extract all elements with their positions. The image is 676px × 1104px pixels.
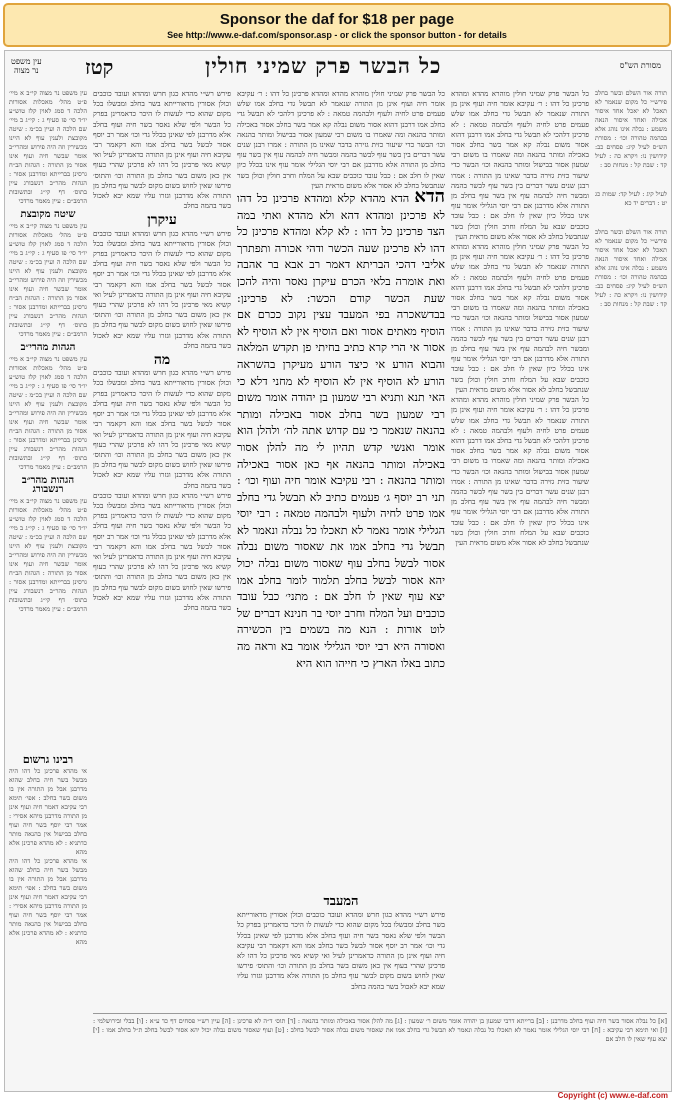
tosafot-text-2: פירש רש״י מהדא כגון חרש ומהדא ועובד כוכבים וכולן אסורין מדאורייתא בשר בחלב ומבשלו בכל מקום שהוא כדי לעשות לו היכר כדאמרינן בפרק כל הבשר ולפי שלא נאסר בשר חיה ועוף בחלב אלא מדרבנן לפי שאינן בכלל גדי וכו׳ אמר רב יוסף אסור לבשל בשר בחלב אמו והא דקאמר רבי עקיבא חיה ועוף אינן מן התורה כדאמרינן לעיל ואי קשיא מאי פרכינן כל דהו לא פרכינן שהרי בעוף אין כאן משום בשר בחלב מן התורה וכו׳ והתוס׳ פירשו שאין לחוש בשום מקום לבשר עוף בחלב מן התורה אלא מדרבנן וגזרו עליו שמא יבא לאכול בשר בהמה בחלב xyxy=(93,228,231,350)
tosafot-heading-2: מה xyxy=(153,352,171,369)
outer-right-text: תורה אור השלם ובשר בחלב פירש״י כל מקום שנאמר לא תאכל לא יאכל אחד איסור אכילה ואחד איסור הנאה משמע : נבלה אינו נוהג אלא בבהמה טהורה וכו׳ : מסורת הש״ס לעיל קיג: פסחים כב: קידושין נו: ויקרא כה : לעיל קד : שבת קל : מנחות סב : xyxy=(595,89,667,169)
sponsor-subtitle: See http://www.e-daf.com/sponsor.asp - or click the sponsor button - for details xyxy=(167,30,507,40)
outer-left-text-4: עין משפט נר מצוה קי״ב א מיי׳ פ״ט מהל׳ מאכלות אסורות הלכה ד סמג לאוין קלז טוש״ע יו״ד סי׳ פז סעיף ג : קי״ג ב מיי׳ שם הלכה ה ועיין בכ״מ : שיטה מקובצת ולענין עוף לא היינו מכשירין וזה היה פירוש ומהרי״ב אומר שבשר חיה ועוף אינו אסור מן התורה : הגהות הב״ח גרסינן בברייתא ומדרבנן אסור : הגהות מהר״ב רנשבורג עיין בתוס׳ דף קי״ג ובתשובות הרמב״ם : עיין מאמר מרדכי xyxy=(9,497,87,613)
upper-commentary-text: כל הבשר פרק שמיני חולין מוהרא מהדא ומהדא פרכינן כל דהו : ר׳ עקיבא אומר חיה ועוף אינן מן התורה שנאמר לא תבשל גדי בחלב אמו שלש פעמים פרט לחיה ולעוף ולבהמה טמאה : לא פרכינן דלהכי לא תבשל גדי בחלב אמו דרבנן דהוא אסור משום נבלה קא אמר בשר בחלב אסור באכילה ומותר בהנאה ומה שאמרו בו משום רבי שמעון אסור בבישול ומותר בהנאה וכו׳ הבשר כדי שיעור כזית גזירה בדבר שאינו מן התורה : אמרו רבנן שנים עשר דברים בין בשר עוף לבשר בהמה ומבשר חיה לבהמה עוף אין בשר עוף בחלב מן התורה אלא מדרבנן אם רבי יוסי הגלילי אומר עוף אינו בכלל כיון שאין לו חלב אם : כבל עובד כוכבים שבא על המלח וחרב חולין וכולן בשר שנתבשל בחלב לא אסור אלא משום מראית העין xyxy=(237,89,445,190)
sponsor-title: Sponsor the daf for $18 per page xyxy=(219,11,455,28)
lower-commentary-heading: המעבד xyxy=(323,894,359,909)
rashi-column xyxy=(451,89,589,1009)
outer-right-notes: לעיל קיג : לעיל קד: שמות כג יט : דברים יד כא xyxy=(595,190,667,207)
gemara-opening-word: הדא xyxy=(414,186,445,207)
rabbeinu-gershom-column xyxy=(9,751,87,1001)
hagahot-ranshburg-heading: הגהות מהר״ב רנשבורג xyxy=(21,475,75,495)
tosafot-text-4: פירש רש״י מהדא כגון חרש ומהדא ועובד כוכבים וכולן אסורין מדאורייתא בשר בחלב ומבשלו בכל מקום שהוא כדי לעשות לו היכר כדאמרינן בפרק כל הבשר ולפי שלא נאסר בשר חיה ועוף בחלב אלא מדרבנן לפי שאינן בכלל גדי וכו׳ אמר רב יוסף אסור לבשל בשר בחלב אמו והא דקאמר רבי עקיבא חיה ועוף אינן מן התורה כדאמרינן לעיל ואי קשיא מאי פרכינן כל דהו לא פרכינן שהרי בעוף אין כאן משום בשר בחלב מן התורה וכו׳ והתוס׳ פירשו שאין לחוש בשום מקום לבשר עוף בחלב מן התורה אלא מדרבנן וגזרו עליו שמא יבא לאכול בשר בהמה בחלב xyxy=(93,490,231,612)
tosafot-column xyxy=(93,89,231,1009)
upper-commentary xyxy=(237,89,445,190)
sponsor-banner[interactable] xyxy=(3,3,671,47)
rashi-text-1: כל הבשר פרק שמיני חולין מוהרא מהדא ומהדא פרכינן כל דהו : ר׳ עקיבא אומר חיה ועוף אינן מן התורה שנאמר לא תבשל גדי בחלב אמו שלש פעמים פרט לחיה ולעוף ולבהמה טמאה : לא פרכינן דלהכי לא תבשל גדי בחלב אמו דרבנן דהוא אסור משום נבלה קא אמר בשר בחלב אסור באכילה ומותר בהנאה ומה שאמרו בו משום רבי שמעון אסור בבישול ומותר בהנאה וכו׳ הבשר כדי שיעור כזית גזירה בדבר שאינו מן התורה : אמרו רבנן שנים עשר דברים בין בשר עוף לבשר בהמה ומבשר חיה לבהמה עוף אין בשר עוף בחלב מן התורה אלא מדרבנן אם רבי יוסי הגלילי אומר עוף אינו בכלל כיון שאין לו חלב אם : כבל עובד כוכבים שבא על המלח וחרב חולין וכולן בשר שנתבשל בחלב לא אסור אלא משום מראית העין xyxy=(451,89,589,241)
outer-left-column xyxy=(9,89,87,749)
masoret-label: מסורת הש"ס xyxy=(619,61,661,70)
lower-commentary-text: פירש רש״י מהדא כגון חרש ומהדא ועובד כוכבים וכולן אסורין מדאורייתא בשר בחלב ומבשלו בכל מקום שהוא כדי לעשות לו היכר כדאמרינן בפרק כל הבשר ולפי שלא נאסר בשר חיה ועוף בחלב אלא מדרבנן לפי שאינן בכלל גדי וכו׳ אמר רב יוסף אסור לבשל בשר בחלב אמו והא דקאמר רבי עקיבא חיה ועוף אינן מן התורה כדאמרינן לעיל ואי קשיא מאי פרכינן כל דהו לא פרכינן שהרי בעוף אין כאן משום בשר בחלב מן התורה וכו׳ והתוס׳ פירשו שאין לחוש בשום מקום לבשר עוף בחלב מן התורה אלא מדרבנן וגזרו עליו שמא יבא לאכול בשר בהמה בחלב xyxy=(237,910,445,991)
page-title: כל הבשר פרק שמיני חולין xyxy=(205,53,442,78)
gemara-text: הדא מהדא קלא ומהדא פרכינן כל דהו לא פרכינן ומהדא דהא ולא מהדא ואתי במה הצד פרכינן כל דהו : לא קלא ומהדא פרכינן כל דהו לא פרכינן שעה הכשר ודהי אכורה ותפתרך אליבי דהכי הבריתא דאמר רב אבא בר אהבה ואת אומרה בלאי הכרם עיקרן נאסר והיה להכן שעת הכשר קודם הכשר: לא פרכינן: בבדשאכרה בפי המעבד עצין נקוב ככרם אם הוסיף מאתים אסור ואם הוסיף אין לא הוסיף לא אסור אי הרי קרא כתיב בחיתי פן תקדש המלאה והבוא הורע אי כיצד הורע מעיקרן בהשראה הורע לא הוסיף אין לא הוסיף לא מחני דלא כי האי תנא ותניא רבי שמעון בן יהודה אומר משום רבי שמעון בשר בחלב אסור באכילה ומותר בהנאה שנאמר כי עם קדוש אתה לה׳ ולהלן הוא אומר ואנשי קדש תהיון לי מה להלן אסור באכילה ומותר בהנאה אף כאן אסור באכילה ומותר בהנאה : רבי עקיבא אומר חיה ועוף וכו׳ : תני רב יוסף ג׳ פעמים כתיב לא תבשל גדי בחלב אמו פרט לחיה ולעוף ולבהמה טמאה : רבי יוסי הגלילי אומר נאמר לא תאכלו כל נבלה ונאמר לא תבשל גדי בחלב אמו את שאסור משום נבלה אסור לבשל בחלב עוף שאסור משום נבלה יכול יהא אסור לבשל בחלב תלמוד לומר בחלב אמו יצא עוף שאין לו חלב אם : מתני׳ כבל עובד כוכבים ועל המלח וחרב יוסי בר חנינא דברים של לוט אורות : הנא מה בשמים בין הכשירה ואסורה היא רבי יוסי הגלילי אומר בא וראה מה כתוב באלו הארץ כי חייהו הוא היא xyxy=(237,192,445,670)
rashi-text-2: כל הבשר פרק שמיני חולין מוהרא מהדא ומהדא פרכינן כל דהו : ר׳ עקיבא אומר חיה ועוף אינן מן התורה שנאמר לא תבשל גדי בחלב אמו שלש פעמים פרט לחיה ולעוף ולבהמה טמאה : לא פרכינן דלהכי לא תבשל גדי בחלב אמו דרבנן דהוא אסור משום נבלה קא אמר בשר בחלב אסור באכילה ומותר בהנאה ומה שאמרו בו משום רבי שמעון אסור בבישול ומותר בהנאה וכו׳ הבשר כדי שיעור כזית גזירה בדבר שאינו מן התורה : אמרו רבנן שנים עשר דברים בין בשר עוף לבשר בהמה ומבשר חיה לבהמה עוף אין בשר עוף בחלב מן התורה אלא מדרבנן אם רבי יוסי הגלילי אומר עוף אינו בכלל כיון שאין לו חלב אם : כבל עובד כוכבים שבא על המלח וחרב חולין וכולן בשר שנתבשל בחלב לא אסור אלא משום מראית העין xyxy=(451,242,589,394)
rabbeinu-gershom-heading: רבינו גרשום xyxy=(22,753,74,766)
talmud-page xyxy=(4,50,672,1092)
lower-commentary xyxy=(237,893,445,1009)
outer-right-text-2: תורה אור השלם ובשר בחלב פירש״י כל מקום שנאמר לא תאכל לא יאכל אחד איסור אכילה ואחד איסור הנאה משמע : נבלה אינו נוהג אלא בבהמה טהורה וכו׳ : מסורת הש״ס לעיל קיג: פסחים כב: קידושין נו: ויקרא כה : לעיל קד : שבת קל : מנחות סב : xyxy=(595,228,667,308)
shita-mekubetzet-heading: שיטה מקובצת xyxy=(20,209,76,220)
tosafot-text-3: פירש רש״י מהדא כגון חרש ומהדא ועובד כוכבים וכולן אסורין מדאורייתא בשר בחלב ומבשלו בכל מקום שהוא כדי לעשות לו היכר כדאמרינן בפרק כל הבשר ולפי שלא נאסר בשר חיה ועוף בחלב אלא מדרבנן לפי שאינן בכלל גדי וכו׳ אמר רב יוסף אסור לבשל בשר בחלב אמו והא דקאמר רבי עקיבא חיה ועוף אינן מן התורה כדאמרינן לעיל ואי קשיא מאי פרכינן כל דהו לא פרכינן שהרי בעוף אין כאן משום בשר בחלב מן התורה וכו׳ והתוס׳ פירשו שאין לחוש בשום מקום לבשר עוף בחלב מן התורה אלא מדרבנן וגזרו עליו שמא יבא לאכול בשר בהמה בחלב xyxy=(93,368,231,490)
page-header xyxy=(5,53,671,81)
copyright-notice[interactable]: Copyright (c) www.e-daf.com xyxy=(557,1091,668,1100)
ein-mishpat-label: עין משפט נר מצוה xyxy=(11,57,42,75)
outer-left-text-3: עין משפט נר מצוה קי״ב א מיי׳ פ״ט מהל׳ מאכלות אסורות הלכה ד סמג לאוין קלז טוש״ע יו״ד סי׳ פז סעיף ג : קי״ג ב מיי׳ שם הלכה ה ועיין בכ״מ : שיטה מקובצת ולענין עוף לא היינו מכשירין וזה היה פירוש ומהרי״ב אומר שבשר חיה ועוף אינו אסור מן התורה : הגהות הב״ח גרסינן בברייתא ומדרבנן אסור : הגהות מהר״ב רנשבורג עיין בתוס׳ דף קי״ג ובתשובות הרמב״ם : עיין מאמר מרדכי xyxy=(9,355,87,471)
hagahot-heading: הגהות מהרי״ב xyxy=(20,342,76,353)
tosafot-heading-1: עיקרן xyxy=(147,212,177,229)
footnotes-block xyxy=(93,1017,667,1089)
gemara-column xyxy=(237,186,445,889)
rashi-text-3: כל הבשר פרק שמיני חולין מוהרא מהדא ומהדא פרכינן כל דהו : ר׳ עקיבא אומר חיה ועוף אינן מן התורה שנאמר לא תבשל גדי בחלב אמו שלש פעמים פרט לחיה ולעוף ולבהמה טמאה : לא פרכינן דלהכי לא תבשל גדי בחלב אמו דרבנן דהוא אסור משום נבלה קא אמר בשר בחלב אסור באכילה ומותר בהנאה ומה שאמרו בו משום רבי שמעון אסור בבישול ומותר בהנאה וכו׳ הבשר כדי שיעור כזית גזירה בדבר שאינו מן התורה : אמרו רבנן שנים עשר דברים בין בשר עוף לבשר בהמה ומבשר חיה לבהמה עוף אין בשר עוף בחלב מן התורה אלא מדרבנן אם רבי יוסי הגלילי אומר עוף אינו בכלל כיון שאין לו חלב אם : כבל עובד כוכבים שבא על המלח וחרב חולין וכולן בשר שנתבשל בחלב לא אסור אלא משום מראית העין xyxy=(451,395,589,547)
rabbeinu-gershom-text: אי מהדא פרכינן כל דהו היה מבשל בשר חיה בחלב שהוא מדרבנן אבל מן התורה אין בו משום בשר בחלב : אפי׳ תימא רבי עקיבא דאמר חיה ועוף אינן מן התורה מדרבנן מיהא אסירי : אמר רבי יוסף בשר חיה ועוף בחלב בבישול אין בהנאה מותר כדתניא : לא מהדא פרכינן אלא מהא xyxy=(9,767,87,856)
outer-left-text-2: עין משפט נר מצוה קי״ב א מיי׳ פ״ט מהל׳ מאכלות אסורות הלכה ד סמג לאוין קלז טוש״ע יו״ד סי׳ פז סעיף ג : קי״ג ב מיי׳ שם הלכה ה ועיין בכ״מ : שיטה מקובצת ולענין עוף לא היינו מכשירין וזה היה פירוש ומהרי״ב אומר שבשר חיה ועוף אינו אסור מן התורה : הגהות הב״ח גרסינן בברייתא ומדרבנן אסור : הגהות מהר״ב רנשבורג עיין בתוס׳ דף קי״ג ובתשובות הרמב״ם : עיין מאמר מרדכי xyxy=(9,222,87,338)
rabbeinu-gershom-text-2: אי מהדא פרכינן כל דהו היה מבשל בשר חיה בחלב שהוא מדרבנן אבל מן התורה אין בו משום בשר בחלב : אפי׳ תימא רבי עקיבא דאמר חיה ועוף אינן מן התורה מדרבנן מיהא אסירי : אמר רבי יוסף בשר חיה ועוף בחלב בבישול אין בהנאה מותר כדתניא : לא מהדא פרכינן אלא מהא xyxy=(9,857,87,946)
daf-number: קטז xyxy=(85,55,114,79)
tosafot-text-1: פירש רש״י מהדא כגון חרש ומהדא ועובד כוכבים וכולן אסורין מדאורייתא בשר בחלב ומבשלו בכל מקום שהוא כדי לעשות לו היכר כדאמרינן בפרק כל הבשר ולפי שלא נאסר בשר חיה ועוף בחלב אלא מדרבנן לפי שאינן בכלל גדי וכו׳ אמר רב יוסף אסור לבשל בשר בחלב אמו והא דקאמר רבי עקיבא חיה ועוף אינן מן התורה כדאמרינן לעיל ואי קשיא מאי פרכינן כל דהו לא פרכינן שהרי בעוף אין כאן משום בשר בחלב מן התורה וכו׳ והתוס׳ פירשו שאין לחוש בשום מקום לבשר עוף בחלב מן התורה אלא מדרבנן וגזרו עליו שמא יבא לאכול בשר בהמה בחלב xyxy=(93,89,231,211)
outer-left-text: עין משפט נר מצוה קי״ב א מיי׳ פ״ט מהל׳ מאכלות אסורות הלכה ד סמג לאוין קלז טוש״ע יו״ד סי׳ פז סעיף ג : קי״ג ב מיי׳ שם הלכה ה ועיין בכ״מ : שיטה מקובצת ולענין עוף לא היינו מכשירין וזה היה פירוש ומהרי״ב אומר שבשר חיה ועוף אינו אסור מן התורה : הגהות הב״ח גרסינן בברייתא ומדרבנן אסור : הגהות מהר״ב רנשבורג עיין בתוס׳ דף קי״ג ובתשובות הרמב״ם : עיין מאמר מרדכי xyxy=(9,89,87,205)
footnotes-text: [א] כל נבלה אסור בשר חיה ועוף בחלב מדרבנן : [ב] ברייתא דרבי שמעון בן יהודה אומר משום ר׳ שמעון : [ג] מה להלן אסור באכילה ומותר בהנאה : [ד] תוס׳ ד״ה לא פרכינן : [ה] עיין רש״י פסחים דף כד ע״א : [ו] בבלי ובירושלמי : [ז] ואי תימא רבי עקיבא : [ח] רבי יוסי הגלילי אומר נאמר לא תאכלו כל נבלה ונאמר לא תבשל גדי בחלב אמו את שאסור משום נבלה אסור לבשל בחלב : [ט] ועוף שאסור משום נבלה יכול יהא אסור לבשל בחלב ת״ל בחלב אמו : [י] יצא עוף שאין לו חלב אם xyxy=(93,1017,667,1043)
outer-right-column xyxy=(595,89,667,1009)
footnote-divider xyxy=(93,1013,667,1014)
